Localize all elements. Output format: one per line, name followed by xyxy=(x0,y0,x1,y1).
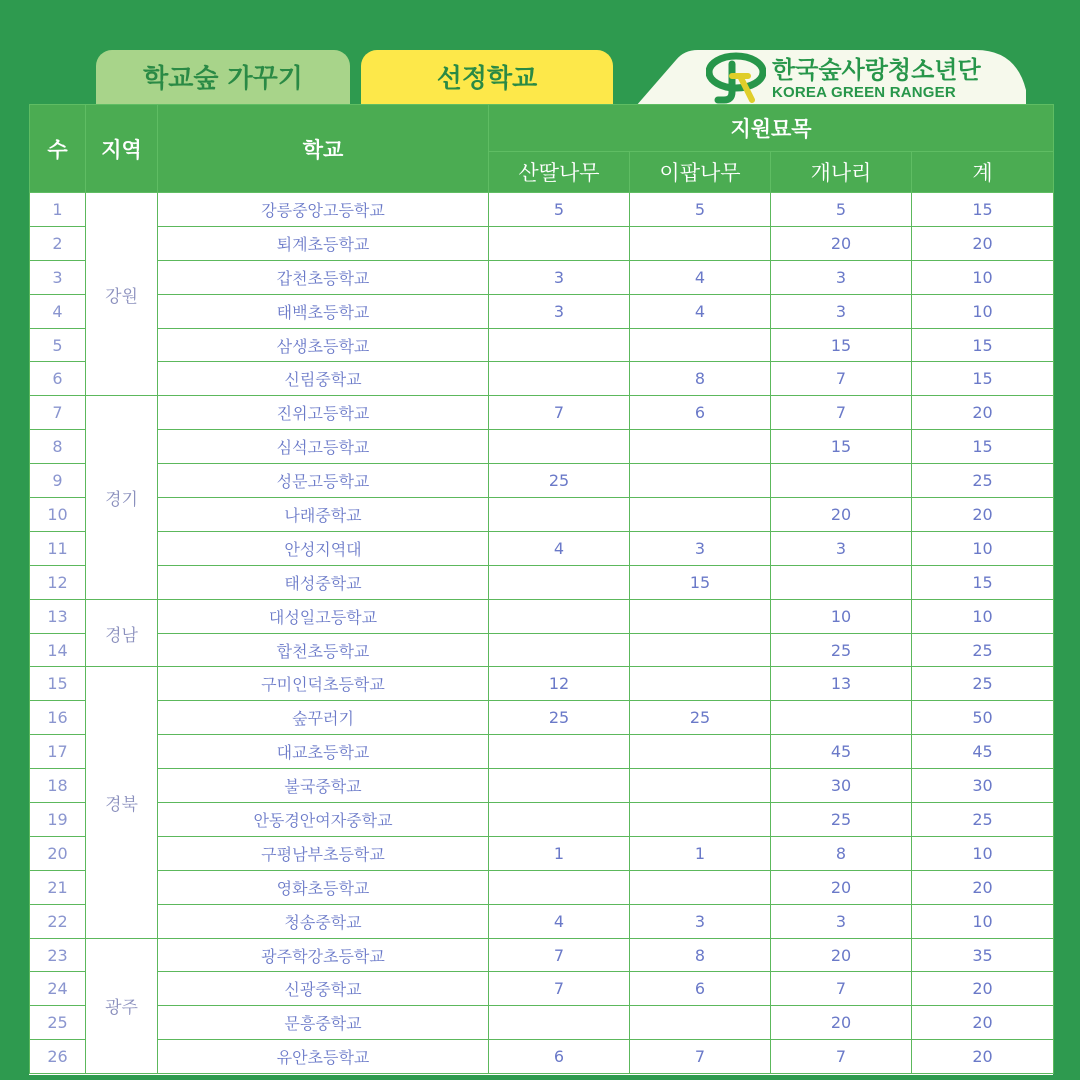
tree1-count xyxy=(489,870,630,904)
tree1-count xyxy=(489,430,630,464)
table-row xyxy=(30,260,1054,294)
tree2-count: 6 xyxy=(630,972,771,1006)
tree2-count xyxy=(630,464,771,498)
school-name: 강릉중앙고등학교 xyxy=(158,193,489,227)
tree1-count xyxy=(489,226,630,260)
school-name: 신림중학교 xyxy=(158,362,489,396)
total-count: 10 xyxy=(912,904,1054,938)
tree3-count: 7 xyxy=(771,1040,912,1074)
school-name: 대교초등학교 xyxy=(158,735,489,769)
total-count: 15 xyxy=(912,362,1054,396)
school-name: 태성중학교 xyxy=(158,565,489,599)
tree3-count: 25 xyxy=(771,633,912,667)
table-row xyxy=(30,938,1054,972)
total-count: 15 xyxy=(912,430,1054,464)
tree2-count: 15 xyxy=(630,565,771,599)
table-row xyxy=(30,1040,1054,1074)
tree3-count: 20 xyxy=(771,870,912,904)
header-no: 수 xyxy=(30,105,86,193)
tree2-count: 4 xyxy=(630,260,771,294)
tree1-count: 3 xyxy=(489,294,630,328)
tree1-count xyxy=(489,1006,630,1040)
total-count: 20 xyxy=(912,226,1054,260)
table-row xyxy=(30,667,1054,701)
tree-logo-icon xyxy=(706,52,766,104)
table-row xyxy=(30,430,1054,464)
tree1-count: 12 xyxy=(489,667,630,701)
school-name: 안동경안여자중학교 xyxy=(158,803,489,837)
tree3-count: 3 xyxy=(771,904,912,938)
total-count: 10 xyxy=(912,294,1054,328)
tree2-count xyxy=(630,633,771,667)
total-count: 15 xyxy=(912,328,1054,362)
region-cell: 광주 xyxy=(86,938,158,1074)
tree1-count xyxy=(489,633,630,667)
table-row xyxy=(30,498,1054,532)
logo-subtitle: KOREA GREEN RANGER xyxy=(772,84,956,101)
total-count: 35 xyxy=(912,938,1054,972)
row-number: 14 xyxy=(30,633,86,667)
school-name: 갑천초등학교 xyxy=(158,260,489,294)
school-name: 신광중학교 xyxy=(158,972,489,1006)
tree2-count: 4 xyxy=(630,294,771,328)
tree2-count: 8 xyxy=(630,938,771,972)
tree2-count xyxy=(630,599,771,633)
table-row xyxy=(30,870,1054,904)
tree3-count: 3 xyxy=(771,294,912,328)
region-cell: 경북 xyxy=(86,667,158,938)
tab-selected-schools: 선정학교 xyxy=(361,50,613,106)
table-row xyxy=(30,599,1054,633)
row-number: 2 xyxy=(30,226,86,260)
header-total: 계 xyxy=(912,152,1054,193)
school-name: 영화초등학교 xyxy=(158,870,489,904)
total-count: 25 xyxy=(912,633,1054,667)
tree2-count: 8 xyxy=(630,362,771,396)
tree2-count: 1 xyxy=(630,836,771,870)
row-number: 7 xyxy=(30,396,86,430)
school-name: 구미인덕초등학교 xyxy=(158,667,489,701)
tree2-count: 6 xyxy=(630,396,771,430)
table-row xyxy=(30,904,1054,938)
selected-schools-table xyxy=(29,104,1053,1075)
tree3-count: 13 xyxy=(771,667,912,701)
table-row xyxy=(30,396,1054,430)
tree2-count xyxy=(630,803,771,837)
school-name: 숲꾸러기 xyxy=(158,701,489,735)
tree2-count: 3 xyxy=(630,904,771,938)
row-number: 22 xyxy=(30,904,86,938)
total-count: 45 xyxy=(912,735,1054,769)
total-count: 25 xyxy=(912,464,1054,498)
tree3-count: 3 xyxy=(771,531,912,565)
school-name: 태백초등학교 xyxy=(158,294,489,328)
header-school: 학교 xyxy=(158,105,489,193)
table-row xyxy=(30,735,1054,769)
row-number: 19 xyxy=(30,803,86,837)
tree1-count: 6 xyxy=(489,1040,630,1074)
total-count: 20 xyxy=(912,498,1054,532)
tree1-count xyxy=(489,803,630,837)
row-number: 26 xyxy=(30,1040,86,1074)
tree2-count: 25 xyxy=(630,701,771,735)
tree1-count: 1 xyxy=(489,836,630,870)
total-count: 25 xyxy=(912,803,1054,837)
tree1-count: 3 xyxy=(489,260,630,294)
total-count: 10 xyxy=(912,599,1054,633)
logo-title: 한국숲사랑청소년단 xyxy=(772,56,981,84)
tree1-count: 7 xyxy=(489,396,630,430)
row-number: 16 xyxy=(30,701,86,735)
total-count: 15 xyxy=(912,193,1054,227)
table-row xyxy=(30,769,1054,803)
row-number: 5 xyxy=(30,328,86,362)
row-number: 23 xyxy=(30,938,86,972)
tree2-count: 3 xyxy=(630,531,771,565)
tree3-count: 15 xyxy=(771,328,912,362)
tree2-count xyxy=(630,769,771,803)
tree3-count: 20 xyxy=(771,498,912,532)
tree1-count xyxy=(489,735,630,769)
table-row xyxy=(30,464,1054,498)
row-number: 6 xyxy=(30,362,86,396)
table-row xyxy=(30,701,1054,735)
tree2-count xyxy=(630,1006,771,1040)
tree3-count: 20 xyxy=(771,1006,912,1040)
header-support-saplings: 지원묘목 xyxy=(489,105,1054,152)
total-count: 25 xyxy=(912,667,1054,701)
total-count: 20 xyxy=(912,870,1054,904)
tree1-count: 7 xyxy=(489,938,630,972)
table-row xyxy=(30,633,1054,667)
school-name: 성문고등학교 xyxy=(158,464,489,498)
table-row xyxy=(30,803,1054,837)
total-count: 20 xyxy=(912,396,1054,430)
table-row xyxy=(30,362,1054,396)
school-name: 나래중학교 xyxy=(158,498,489,532)
school-name: 대성일고등학교 xyxy=(158,599,489,633)
school-name: 문흥중학교 xyxy=(158,1006,489,1040)
total-count: 10 xyxy=(912,531,1054,565)
total-count: 15 xyxy=(912,565,1054,599)
header-region: 지역 xyxy=(86,105,158,193)
row-number: 9 xyxy=(30,464,86,498)
table-row xyxy=(30,1006,1054,1040)
tree1-count: 5 xyxy=(489,193,630,227)
tree3-count: 25 xyxy=(771,803,912,837)
table-row xyxy=(30,972,1054,1006)
total-count: 20 xyxy=(912,972,1054,1006)
tree2-count xyxy=(630,667,771,701)
row-number: 11 xyxy=(30,531,86,565)
tree2-count xyxy=(630,735,771,769)
total-count: 10 xyxy=(912,836,1054,870)
total-count: 50 xyxy=(912,701,1054,735)
tree3-count: 15 xyxy=(771,430,912,464)
tree1-count: 25 xyxy=(489,464,630,498)
row-number: 24 xyxy=(30,972,86,1006)
row-number: 21 xyxy=(30,870,86,904)
table-row xyxy=(30,531,1054,565)
total-count: 20 xyxy=(912,1040,1054,1074)
tree1-count: 25 xyxy=(489,701,630,735)
school-name: 퇴계초등학교 xyxy=(158,226,489,260)
tree1-count xyxy=(489,769,630,803)
tree3-count xyxy=(771,565,912,599)
row-number: 3 xyxy=(30,260,86,294)
school-name: 불국중학교 xyxy=(158,769,489,803)
school-name: 청송중학교 xyxy=(158,904,489,938)
tree1-count xyxy=(489,565,630,599)
tree2-count xyxy=(630,498,771,532)
tree3-count: 20 xyxy=(771,226,912,260)
table-row xyxy=(30,836,1054,870)
logo-banner xyxy=(636,50,1026,106)
total-count: 20 xyxy=(912,1006,1054,1040)
header-tree3: 개나리 xyxy=(771,152,912,193)
school-name: 삼생초등학교 xyxy=(158,328,489,362)
row-number: 18 xyxy=(30,769,86,803)
region-cell: 경남 xyxy=(86,599,158,667)
tree2-count: 5 xyxy=(630,193,771,227)
row-number: 25 xyxy=(30,1006,86,1040)
table-row xyxy=(30,565,1054,599)
school-name: 심석고등학교 xyxy=(158,430,489,464)
school-name: 합천초등학교 xyxy=(158,633,489,667)
tree3-count: 8 xyxy=(771,836,912,870)
row-number: 17 xyxy=(30,735,86,769)
table-row xyxy=(30,294,1054,328)
tree3-count: 3 xyxy=(771,260,912,294)
tree1-count: 4 xyxy=(489,904,630,938)
row-number: 12 xyxy=(30,565,86,599)
tree3-count: 45 xyxy=(771,735,912,769)
row-number: 13 xyxy=(30,599,86,633)
tree1-count xyxy=(489,599,630,633)
tree1-count xyxy=(489,328,630,362)
school-name: 구평남부초등학교 xyxy=(158,836,489,870)
tree3-count xyxy=(771,464,912,498)
table-row xyxy=(30,328,1054,362)
tree2-count xyxy=(630,328,771,362)
tree2-count xyxy=(630,226,771,260)
table-body xyxy=(30,193,1054,1074)
region-cell: 강원 xyxy=(86,193,158,396)
row-number: 8 xyxy=(30,430,86,464)
row-number: 4 xyxy=(30,294,86,328)
school-name: 유안초등학교 xyxy=(158,1040,489,1074)
school-name: 진위고등학교 xyxy=(158,396,489,430)
table-row xyxy=(30,193,1054,227)
tree3-count: 7 xyxy=(771,972,912,1006)
tree2-count xyxy=(630,430,771,464)
tree3-count: 7 xyxy=(771,396,912,430)
tree3-count: 7 xyxy=(771,362,912,396)
total-count: 30 xyxy=(912,769,1054,803)
header-tree2: 이팝나무 xyxy=(630,152,771,193)
tree1-count: 7 xyxy=(489,972,630,1006)
school-name: 광주학강초등학교 xyxy=(158,938,489,972)
total-count: 10 xyxy=(912,260,1054,294)
header-tree1: 산딸나무 xyxy=(489,152,630,193)
region-cell: 경기 xyxy=(86,396,158,599)
row-number: 20 xyxy=(30,836,86,870)
tree3-count: 20 xyxy=(771,938,912,972)
tree1-count xyxy=(489,498,630,532)
school-name: 안성지역대 xyxy=(158,531,489,565)
table-row xyxy=(30,226,1054,260)
tree2-count xyxy=(630,870,771,904)
row-number: 1 xyxy=(30,193,86,227)
tree3-count: 30 xyxy=(771,769,912,803)
tree3-count: 10 xyxy=(771,599,912,633)
tree2-count: 7 xyxy=(630,1040,771,1074)
row-number: 15 xyxy=(30,667,86,701)
tab-school-forest: 학교숲 가꾸기 xyxy=(96,50,350,106)
tree3-count: 5 xyxy=(771,193,912,227)
row-number: 10 xyxy=(30,498,86,532)
tree3-count xyxy=(771,701,912,735)
tree1-count xyxy=(489,362,630,396)
tree1-count: 4 xyxy=(489,531,630,565)
